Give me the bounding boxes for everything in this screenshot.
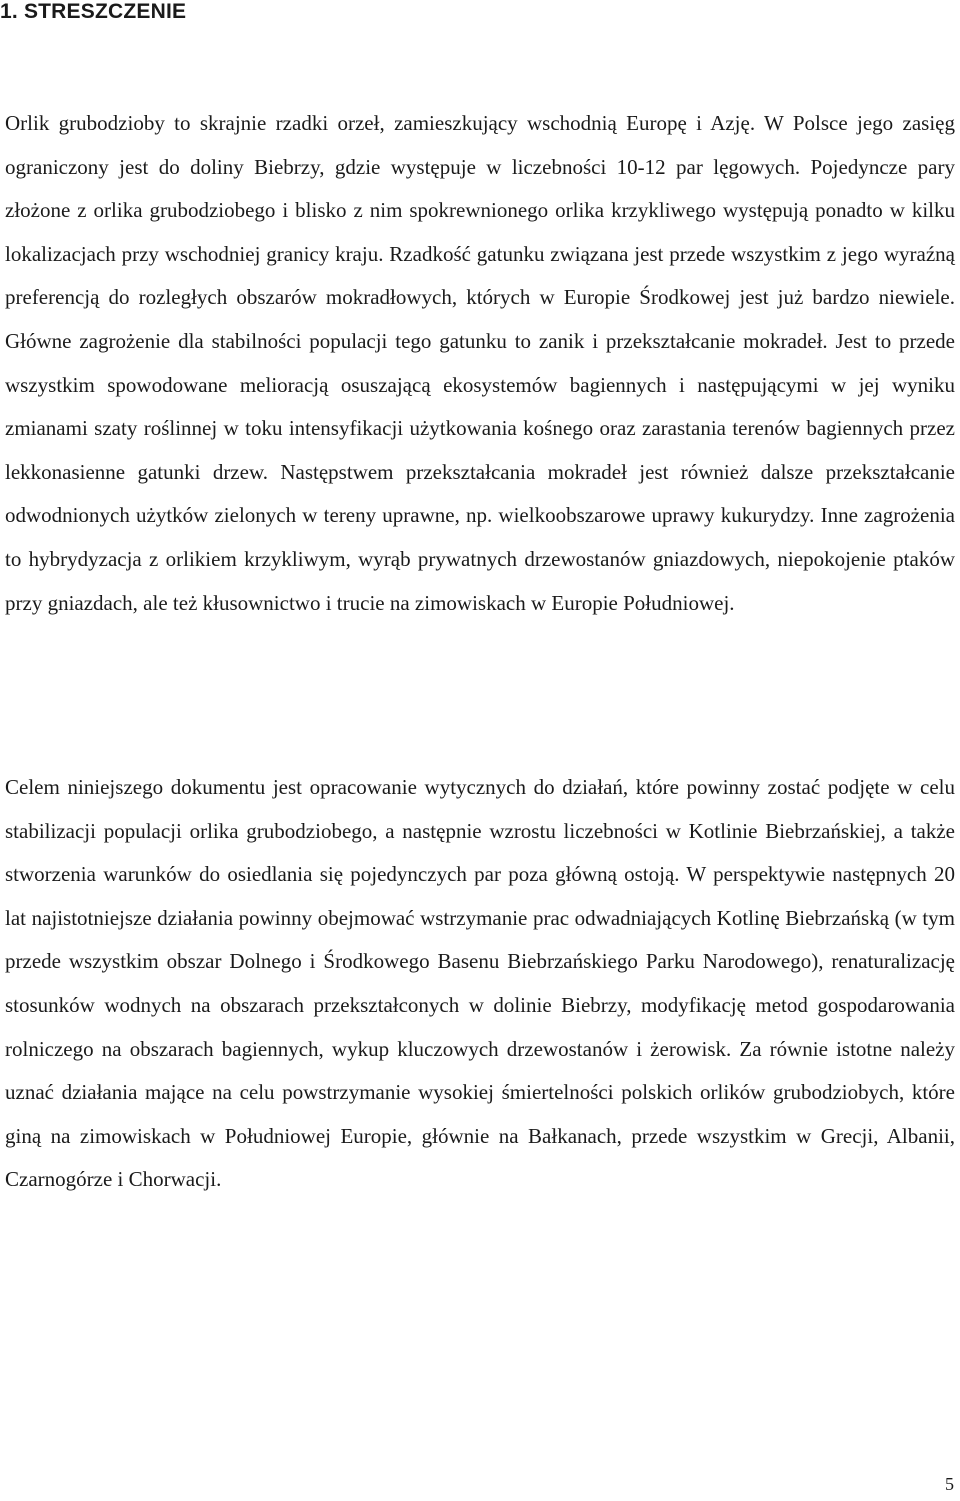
summary-paragraph-2: Celem niniejszego dokumentu jest opracowanie wytycznych do działań, które powinny zostać podjęte w celu stabilizacji populacji orlika grubodziobego, a następnie wzrostu liczebności w Kotlinie Biebrzańskiej, a także stworzenia warunków do osiedlania się pojedynczych par poza główną ostoją. W perspektywie następnych 20 lat najistotniejsze działania powinny obejmować wstrzymanie prac odwadniających Kotlinę Biebrzańską (w tym przede wszystkim obszar Dolnego i Środkowego Basenu Biebrzańskiego Parku Narodowego), renaturalizację stosunków wodnych na obszarach przekształconych w dolinie Biebrzy, modyfikację metod gospodarowania rolniczego na obszarach bagiennych, wykup kluczowych drzewostanów i żerowisk. Za równie istotne należy uznać działania mające na celu powstrzymanie wysokiej śmiertelności polskich orlików grubodziobych, które giną na zimowiskach w Południowej Europie, głównie na Bałkanach, przede wszystkim w Grecji, Albanii, Czarnogórze i Chorwacji. (5, 775, 955, 1192)
section-heading: 1. STRESZCZENIE (0, 0, 187, 23)
summary-paragraph-1: Orlik grubodzioby to skrajnie rzadki orzeł, zamieszkujący wschodnią Europę i Azję. W Polsce jego zasięg ograniczony jest do doliny Biebrzy, gdzie występuje w liczebności 10-12 par lęgowych. Pojedyncze pary złożone z orlika grubodziobego i blisko z nim spokrewnionego orlika krzykliwego występują ponadto w kilku lokalizacjach przy wschodniej granicy kraju. Rzadkość gatunku związana jest przede wszystkim z jego wyraźną preferencją do rozległych obszarów mokradłowych, których w Europie Środkowej jest już bardzo niewiele. Główne zagrożenie dla stabilności populacji tego gatunku to zanik i przekształcanie mokradeł. Jest to przede wszystkim spowodowane melioracją osuszającą ekosystemów bagiennych i następującymi w jej wyniku zmianami szaty roślinnej w toku intensyfikacji użytkowania kośnego oraz zarastania terenów bagiennych przez lekkonasienne gatunki drzew. Następstwem przekształcania mokradeł jest również dalsze przekształcanie odwodnionych użytków zielonych w tereny uprawne, np. wielkoobszarowe uprawy kukurydzy. Inne zagrożenia to hybrydyzacja z orlikiem krzykliwym, wyrąb prywatnych drzewostanów gniazdowych, niepokojenie ptaków przy gniazdach, ale też kłusownictwo i trucie na zimowiskach w Europie Południowej. (5, 111, 955, 615)
page-number: 5 (945, 1474, 954, 1494)
